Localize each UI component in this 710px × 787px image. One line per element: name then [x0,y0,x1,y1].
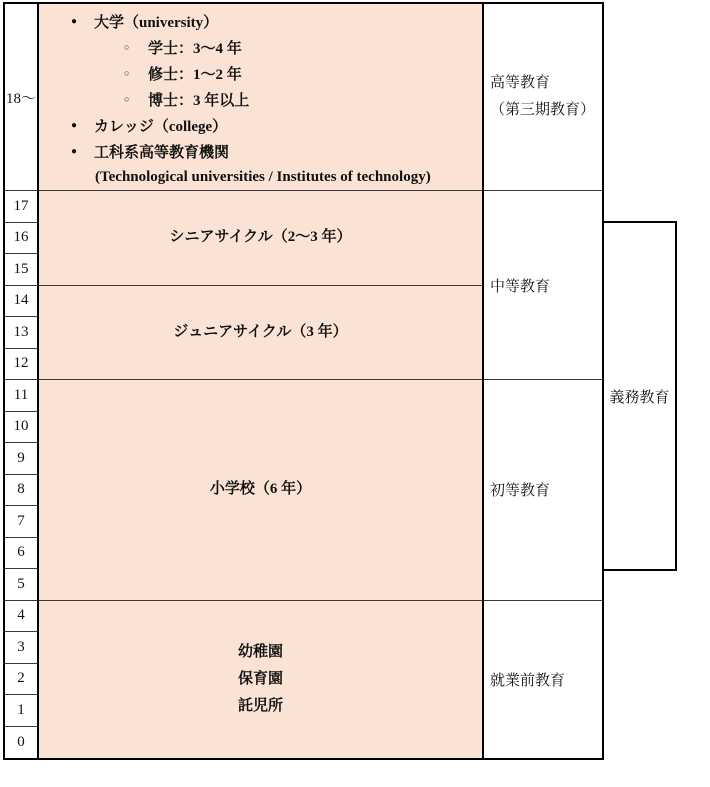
age-cell-13: 13 [5,317,39,349]
list-item [39,34,482,60]
age-cell-6: 6 [5,538,39,570]
program-master: 修士：1～2 年 [148,66,242,83]
junior-cycle-label: ジュニアサイクル（3 年） [173,323,348,340]
stage-pre-employment-education-cell [484,601,602,759]
senior-cycle-label: シニアサイクル（2～3 年） [169,229,352,246]
circle-bullet-icon: ○ [124,42,130,52]
list-item [39,112,482,138]
bullet-icon: ● [71,119,78,131]
stage-primary-education-cell [484,380,602,601]
age-cell-10: 10 [5,412,39,444]
senior-cycle-cell [39,191,484,286]
compulsory-education-label: 義務教育 [609,389,670,406]
age-cell-0: 0 [5,727,39,759]
preschool-cell [39,601,484,759]
age-cell-11: 11 [5,380,39,412]
age-cell-9: 9 [5,443,39,475]
age-cell-5: 5 [5,569,39,601]
list-item [39,138,482,164]
higher-education-programs-cell [39,4,484,191]
stage-higher-line1: 高等教育 [490,75,551,91]
main-table [3,2,604,760]
age-cell-12: 12 [5,349,39,381]
program-technical-institutions-english: (Technological universities / Institutes of technology) [95,168,431,185]
list-item [39,164,482,190]
program-doctor: 博士：3 年以上 [148,92,250,109]
nursery-school-label: 保育園 [237,670,283,687]
bullet-icon: ● [71,15,78,27]
age-cell-18plus: 18～ [5,4,39,191]
program-technical-institutions: 工科系高等教育機関 [94,144,230,161]
list-item [39,8,482,34]
stage-pre-employment-label: 就業前教育 [490,672,566,689]
age-cell-7: 7 [5,506,39,538]
stage-primary-label: 初等教育 [490,483,551,500]
age-cell-2: 2 [5,664,39,696]
junior-cycle-cell [39,286,484,381]
list-item [39,86,482,112]
age-cell-1: 1 [5,695,39,727]
daycare-label: 託児所 [237,697,283,714]
bullet-icon: ● [71,145,78,157]
age-cell-15: 15 [5,254,39,286]
list-item [39,60,482,86]
primary-school-label: 小学校（6 年） [209,481,312,498]
age-cell-3: 3 [5,632,39,664]
age-cell-16: 16 [5,223,39,255]
program-college: カレッジ（college） [94,118,228,135]
age-cell-17: 17 [5,191,39,223]
circle-bullet-icon: ○ [124,94,130,104]
circle-bullet-icon: ○ [124,68,130,78]
stage-higher-line2: （第三期教育） [490,102,596,118]
age-cell-4: 4 [5,601,39,633]
stage-secondary-label: 中等教育 [490,278,551,295]
compulsory-education-box [604,221,677,571]
age-cell-8: 8 [5,475,39,507]
stage-higher-education-cell [484,4,602,191]
program-university: 大学（university） [94,14,219,31]
primary-school-cell [39,380,484,601]
age-cell-14: 14 [5,286,39,318]
program-bachelor: 学士：3～4 年 [148,40,242,57]
stage-secondary-education-cell [484,191,602,380]
kindergarten-label: 幼稚園 [237,643,283,660]
